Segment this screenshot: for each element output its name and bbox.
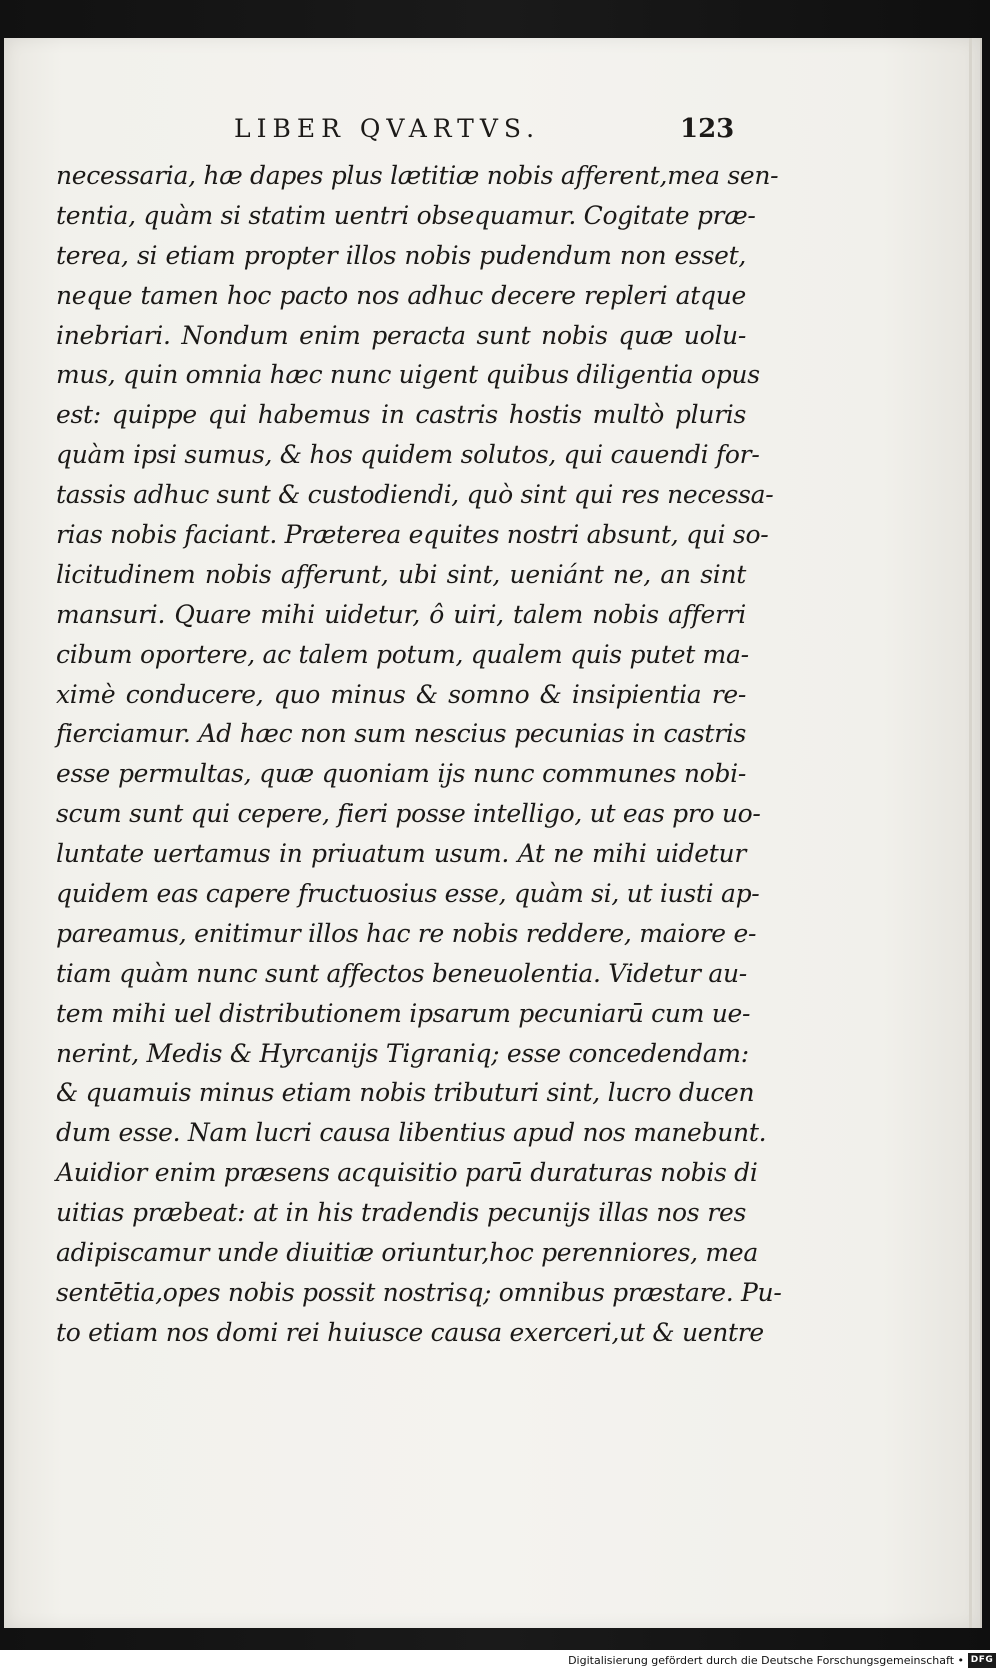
text-line: fierciamur. Ad hæc non sum nescius pecunias in castris — [56, 719, 746, 749]
text-line: sentētia,opes nobis possit nostrisq; omnibus præstare. Pu- — [56, 1277, 782, 1307]
text-line: luntate uertamus in priuatum usum. At ne mihi uidetur — [56, 839, 746, 869]
text-line: terea, si etiam propter illos nobis pudendum non esset, — [56, 240, 746, 270]
footer-bar — [0, 1650, 1000, 1677]
funding-credit: Digitalisierung gefördert durch die Deutsche Forschungsgemeinschaft • — [568, 1654, 964, 1667]
text-line: tiam quàm nunc sunt affectos beneuolentia. Videtur au- — [56, 958, 747, 988]
text-line: nerint, Medis & Hyrcanijs Tigraniq; esse concedendam: — [56, 1038, 749, 1068]
text-line: scum sunt qui cepere, fieri posse intelligo, ut eas pro uo- — [56, 799, 761, 829]
text-line: neque tamen hoc pacto nos adhuc decere repleri atque — [56, 280, 746, 310]
running-head: LIBER QVARTVS. — [234, 114, 541, 143]
text-line: mansuri. Quare mihi uidetur, ô uiri, talem nobis afferri — [56, 599, 746, 629]
text-line: rias nobis faciant. Præterea equites nostri absunt, qui so- — [56, 520, 769, 550]
text-line: cibum oportere, ac talem potum, qualem quis putet ma- — [56, 639, 749, 669]
body-text — [56, 156, 782, 1353]
text-line: tentia, quàm si statim uentri obsequamur. Cogitate præ- — [56, 200, 756, 230]
text-line: & quamuis minus etiam nobis tributuri sint, lucro ducen — [56, 1078, 755, 1108]
book-page — [4, 38, 982, 1628]
text-line: tassis adhuc sunt & custodiendi, quò sint qui res necessa- — [56, 480, 774, 510]
text-line: tem mihi uel distributionem ipsarum pecuniarū cum ue- — [56, 998, 751, 1028]
text-line: Auidior enim præsens acquisitio parū duraturas nobis di — [56, 1158, 758, 1188]
text-line: quidem eas capere fructuosius esse, quàm si, ut iusti ap- — [56, 879, 760, 909]
text-line: pareamus, enitimur illos hac re nobis reddere, maiore e- — [56, 918, 757, 948]
dfg-logo: DFG — [968, 1653, 996, 1668]
text-line: adipiscamur unde diuitiæ oriuntur,hoc perenniores, mea — [56, 1238, 758, 1268]
text-line: to etiam nos domi rei huiusce causa exerceri,ut & uentre — [56, 1317, 764, 1347]
page-edge — [969, 38, 972, 1628]
page-header — [4, 114, 980, 154]
text-line: esse permultas, quæ quoniam ijs nunc communes nobi- — [56, 759, 746, 789]
text-line: licitudinem nobis afferunt, ubi sint, ueniánt ne, an sint — [56, 559, 746, 589]
text-line: quàm ipsi sumus, & hos quidem solutos, qui cauendi for- — [56, 440, 760, 470]
text-line: est: quippe qui habemus in castris hostis multò pluris — [56, 400, 746, 430]
text-line: uitias præbeat: at in his tradendis pecunijs illas nos res — [56, 1198, 746, 1228]
text-line: mus, quin omnia hæc nunc uigent quibus diligentia opus — [56, 360, 760, 390]
text-line: necessaria, hæ dapes plus lætitiæ nobis afferent,mea sen- — [56, 161, 779, 190]
page-number: 123 — [680, 114, 735, 144]
text-line: inebriari. Nondum enim peracta sunt nobis quæ uolu- — [56, 320, 746, 350]
text-line: ximè conducere, quo minus & somno & insipientia re- — [56, 679, 746, 709]
text-line: dum esse. Nam lucri causa libentius apud nos manebunt. — [56, 1118, 767, 1148]
